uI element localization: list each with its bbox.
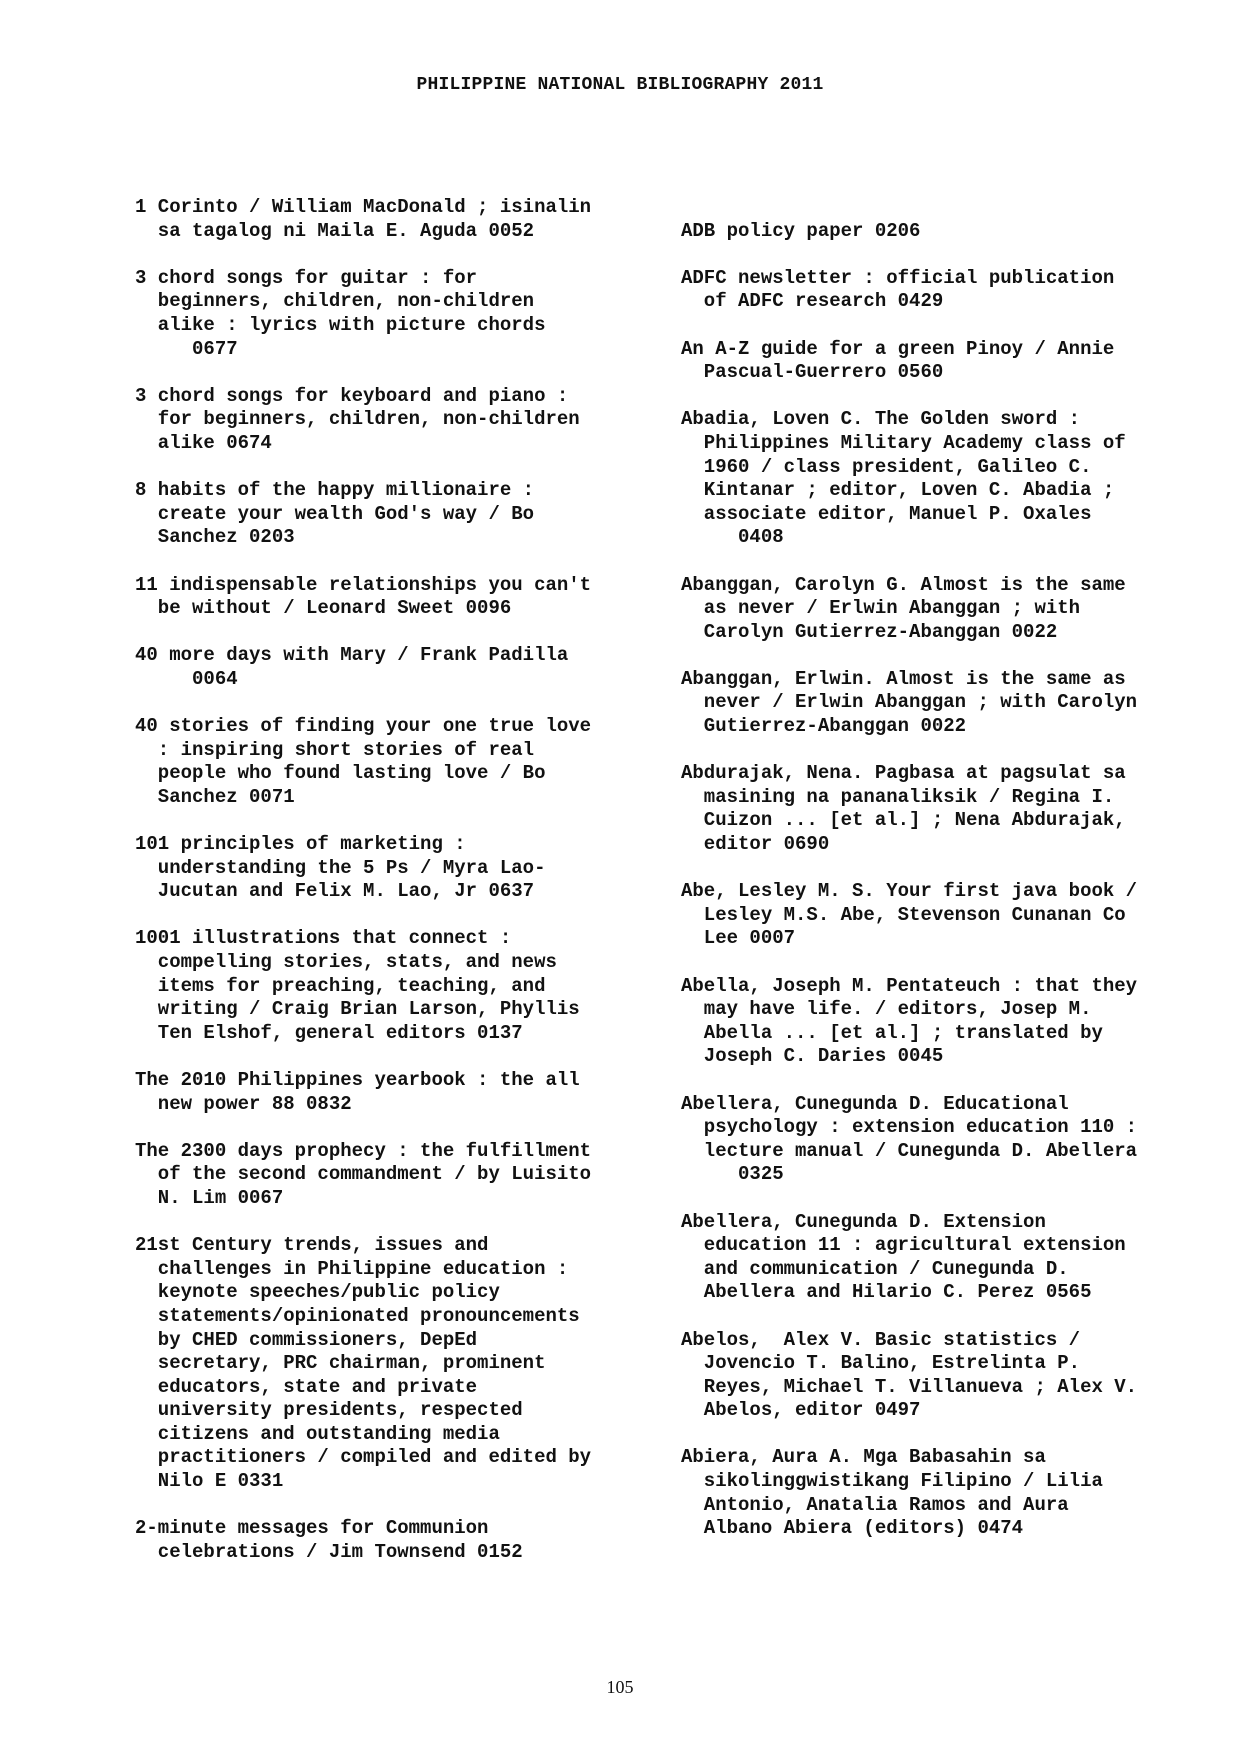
bibliography-entry: Abella, Joseph M. Pentateuch : that they may have life. / editors, Josep M. Abella ... [et al.] ; translated by Joseph C. Daries 0045: [681, 974, 1138, 1068]
bibliography-entry: Abellera, Cunegunda D. Extension education 11 : agricultural extension and communication / Cunegunda D. Abellera and Hilario C. Perez 0565: [681, 1210, 1126, 1304]
left-column: [135, 196, 675, 1588]
running-header: PHILIPPINE NATIONAL BIBLIOGRAPHY 2011: [416, 75, 824, 95]
bibliography-entry: 1001 illustrations that connect : compelling stories, stats, and news items for preaching, teaching, and writing / Craig Brian Larson, Phyllis Ten Elshof, general editors 0137: [135, 927, 580, 1044]
bibliography-entry: Abanggan, Carolyn G. Almost is the same as never / Erlwin Abanggan ; with Carolyn Gutierrez-Abanggan 0022: [681, 573, 1126, 643]
bibliography-entry: Abadia, Loven C. The Golden sword : Philippines Military Academy class of 1960 / class president, Galileo C. Kintanar ; editor, Loven C. Abadia ; associate editor, Manuel P. Oxales 0408: [681, 408, 1126, 549]
bibliography-entry: 3 chord songs for guitar : for beginners, children, non-children alike : lyrics with picture chords 0677: [135, 266, 546, 360]
bibliography-entry: 40 stories of finding your one true love : inspiring short stories of real people who found lasting love / Bo Sanchez 0071: [135, 715, 592, 808]
bibliography-entry: 11 indispensable relationships you can't be without / Leonard Sweet 0096: [135, 573, 592, 620]
bibliography-entry: 40 more days with Mary / Frank Padilla 0064: [135, 644, 569, 690]
bibliography-entry: 21st Century trends, issues and challenges in Philippine education : keynote speeches/public policy statements/opinionated pronouncements by CHED commissioners, DepEd secretary, PRC chairman, prominent educators, state and private university presidents, respected citizens and outstanding media practitioners / compiled and edited by Nilo E 0331: [135, 1234, 592, 1493]
bibliography-entry: 8 habits of the happy millionaire : create your wealth God's way / Bo Sanchez 0203: [135, 479, 535, 549]
bibliography-entry: 1 Corinto / William MacDonald ; isinalin sa tagalog ni Maila E. Aguda 0052: [135, 196, 592, 242]
bibliography-entry: The 2010 Philippines yearbook : the all new power 88 0832: [135, 1068, 580, 1115]
bibliography-entry: ADB policy paper 0206: [681, 219, 921, 242]
bibliography-entry: ADFC newsletter : official publication of ADFC research 0429: [681, 266, 1115, 313]
bibliography-entry: Abellera, Cunegunda D. Educational psychology : extension education 110 : lecture manual / Cunegunda D. Abellera 0325: [681, 1092, 1138, 1186]
bibliography-entry: Abiera, Aura A. Mga Babasahin sa sikolinggwistikang Filipino / Lilia Antonio, Anatalia Ramos and Aura Albano Abiera (editors) 0474: [681, 1446, 1103, 1540]
bibliography-entry: Abanggan, Erlwin. Almost is the same as never / Erlwin Abanggan ; with Carolyn Gutierrez-Abanggan 0022: [681, 667, 1138, 738]
bibliography-entry: Abdurajak, Nena. Pagbasa at pagsulat sa masining na pananaliksik / Regina I. Cuizon ... [et al.] ; Nena Abdurajak, editor 0690: [681, 762, 1126, 856]
page-number: 105: [606, 1677, 634, 1697]
bibliography-entry: 2-minute messages for Communion celebrations / Jim Townsend 0152: [135, 1517, 523, 1563]
bibliography-entry: An A-Z guide for a green Pinoy / Annie Pascual-Guerrero 0560: [681, 337, 1115, 384]
bibliography-entry: Abe, Lesley M. S. Your first java book / Lesley M.S. Abe, Stevenson Cunanan Co Lee 0007: [681, 880, 1138, 950]
bibliography-entry: Abelos, Alex V. Basic statistics / Jovencio T. Balino, Estrelinta P. Reyes, Michael T. Villanueva ; Alex V. Abelos, editor 0497: [681, 1328, 1138, 1422]
bibliography-entry: 101 principles of marketing : understanding the 5 Ps / Myra Lao- Jucutan and Felix M. Lao, Jr 0637: [135, 833, 546, 903]
bibliography-entry: The 2300 days prophecy : the fulfillment of the second commandment / by Luisito N. Lim 0067: [135, 1139, 592, 1209]
right-column: [681, 196, 1221, 1564]
bibliography-entry: 3 chord songs for keyboard and piano : for beginners, children, non-children alike 0674: [135, 384, 580, 454]
